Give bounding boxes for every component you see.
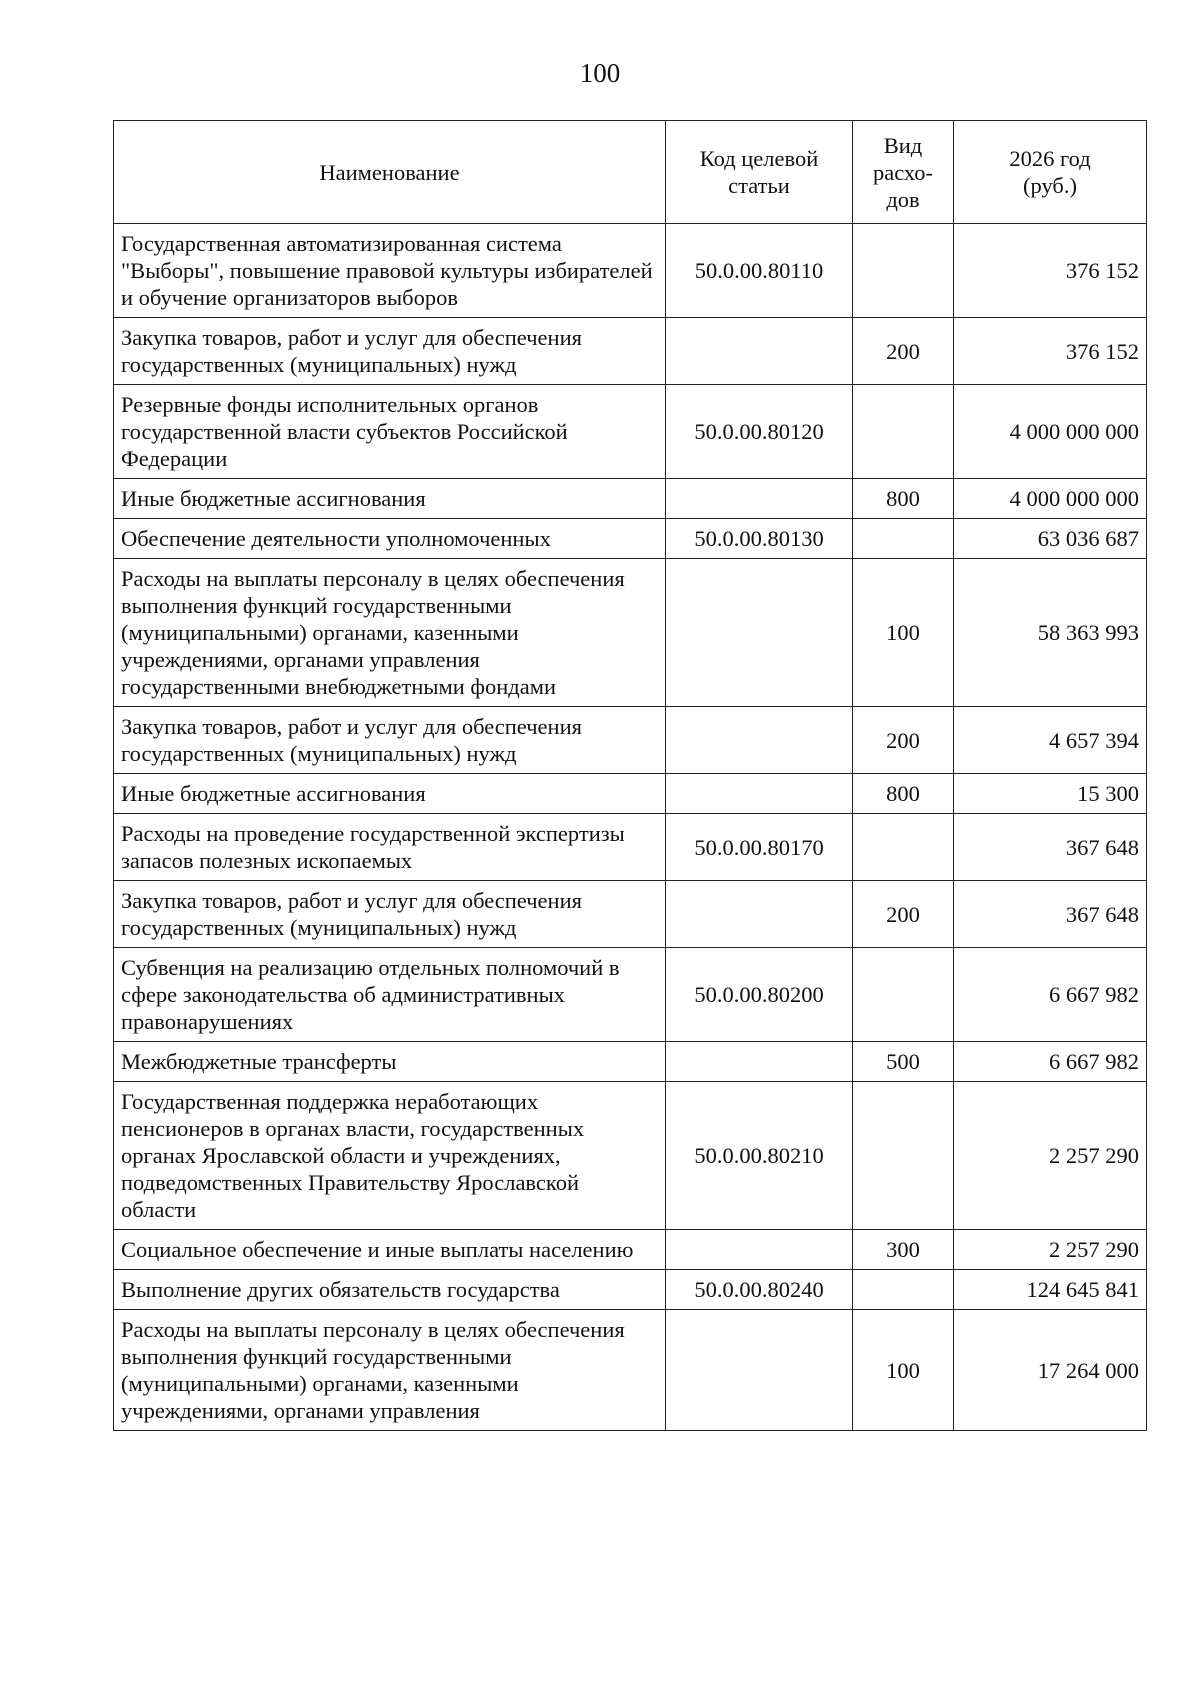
table-row xyxy=(114,1310,1147,1431)
row-kind xyxy=(853,224,954,318)
row-code xyxy=(666,881,853,948)
row-code: 50.0.00.80200 xyxy=(666,948,853,1042)
header-amount: 2026 год (руб.) xyxy=(954,121,1147,224)
row-name: Иные бюджетные ассигнования xyxy=(114,479,666,519)
table-row xyxy=(114,1270,1147,1310)
table-row xyxy=(114,948,1147,1042)
row-name: Субвенция на реализацию отдельных полномочий в сфере законодательства об административных правонарушениях xyxy=(114,948,666,1042)
row-amount: 376 152 xyxy=(954,224,1147,318)
row-kind xyxy=(853,948,954,1042)
header-code: Код целевой статьи xyxy=(666,121,853,224)
table-row xyxy=(114,519,1147,559)
row-name: Закупка товаров, работ и услуг для обеспечения государственных (муниципальных) нужд xyxy=(114,881,666,948)
row-amount: 17 264 000 xyxy=(954,1310,1147,1431)
table-row xyxy=(114,1042,1147,1082)
row-kind xyxy=(853,814,954,881)
row-kind: 800 xyxy=(853,774,954,814)
table-row xyxy=(114,1082,1147,1230)
row-amount: 4 657 394 xyxy=(954,707,1147,774)
row-name: Закупка товаров, работ и услуг для обеспечения государственных (муниципальных) нужд xyxy=(114,707,666,774)
table-row xyxy=(114,224,1147,318)
row-code xyxy=(666,479,853,519)
row-amount: 63 036 687 xyxy=(954,519,1147,559)
row-amount: 4 000 000 000 xyxy=(954,479,1147,519)
row-code xyxy=(666,1230,853,1270)
row-name: Иные бюджетные ассигнования xyxy=(114,774,666,814)
row-kind: 100 xyxy=(853,1310,954,1431)
row-kind: 300 xyxy=(853,1230,954,1270)
row-kind: 200 xyxy=(853,881,954,948)
row-code: 50.0.00.80170 xyxy=(666,814,853,881)
row-name: Государственная поддержка неработающих пенсионеров в органах власти, государственных органах Ярославской области и учреждениях, подведомственных Правительству Ярославской области xyxy=(114,1082,666,1230)
row-amount: 58 363 993 xyxy=(954,559,1147,707)
row-name: Резервные фонды исполнительных органов государственной власти субъектов Российской Федерации xyxy=(114,385,666,479)
header-name: Наименование xyxy=(114,121,666,224)
row-name: Обеспечение деятельности уполномоченных xyxy=(114,519,666,559)
row-code: 50.0.00.80120 xyxy=(666,385,853,479)
row-name: Расходы на проведение государственной экспертизы запасов полезных ископаемых xyxy=(114,814,666,881)
row-kind: 200 xyxy=(853,707,954,774)
table-row xyxy=(114,774,1147,814)
row-name: Расходы на выплаты персоналу в целях обеспечения выполнения функций государственными (муниципальными) органами, казенными учреждениями, органами управления xyxy=(114,1310,666,1431)
row-amount: 2 257 290 xyxy=(954,1082,1147,1230)
row-amount: 15 300 xyxy=(954,774,1147,814)
row-amount: 6 667 982 xyxy=(954,1042,1147,1082)
row-code: 50.0.00.80130 xyxy=(666,519,853,559)
row-code xyxy=(666,559,853,707)
table-row xyxy=(114,318,1147,385)
row-amount: 124 645 841 xyxy=(954,1270,1147,1310)
table-header-row xyxy=(114,121,1147,224)
row-amount: 6 667 982 xyxy=(954,948,1147,1042)
row-kind: 100 xyxy=(853,559,954,707)
row-amount: 2 257 290 xyxy=(954,1230,1147,1270)
row-amount: 367 648 xyxy=(954,814,1147,881)
row-kind xyxy=(853,385,954,479)
row-amount: 376 152 xyxy=(954,318,1147,385)
row-code xyxy=(666,774,853,814)
row-name: Выполнение других обязательств государства xyxy=(114,1270,666,1310)
row-code xyxy=(666,1310,853,1431)
page-number: 100 xyxy=(579,58,621,88)
table-row xyxy=(114,1230,1147,1270)
row-name: Закупка товаров, работ и услуг для обеспечения государственных (муниципальных) нужд xyxy=(114,318,666,385)
table-row xyxy=(114,707,1147,774)
row-name: Расходы на выплаты персоналу в целях обеспечения выполнения функций государственными (муниципальными) органами, казенными учреждениями, органами управления государственными внебюджетными фондами xyxy=(114,559,666,707)
row-name: Государственная автоматизированная система "Выборы", повышение правовой культуры избирателей и обучение организаторов выборов xyxy=(114,224,666,318)
budget-table xyxy=(113,120,1147,1431)
row-name: Межбюджетные трансферты xyxy=(114,1042,666,1082)
row-kind: 800 xyxy=(853,479,954,519)
row-amount: 4 000 000 000 xyxy=(954,385,1147,479)
row-kind: 500 xyxy=(853,1042,954,1082)
table-row xyxy=(114,881,1147,948)
row-kind xyxy=(853,1270,954,1310)
row-kind xyxy=(853,1082,954,1230)
table-row xyxy=(114,559,1147,707)
row-kind xyxy=(853,519,954,559)
row-code xyxy=(666,707,853,774)
row-kind: 200 xyxy=(853,318,954,385)
row-amount: 367 648 xyxy=(954,881,1147,948)
row-code xyxy=(666,1042,853,1082)
row-code: 50.0.00.80210 xyxy=(666,1082,853,1230)
row-code: 50.0.00.80110 xyxy=(666,224,853,318)
table-row xyxy=(114,814,1147,881)
header-kind: Вид расхо- дов xyxy=(853,121,954,224)
table-row xyxy=(114,385,1147,479)
table-row xyxy=(114,479,1147,519)
row-code xyxy=(666,318,853,385)
row-code: 50.0.00.80240 xyxy=(666,1270,853,1310)
row-name: Социальное обеспечение и иные выплаты населению xyxy=(114,1230,666,1270)
